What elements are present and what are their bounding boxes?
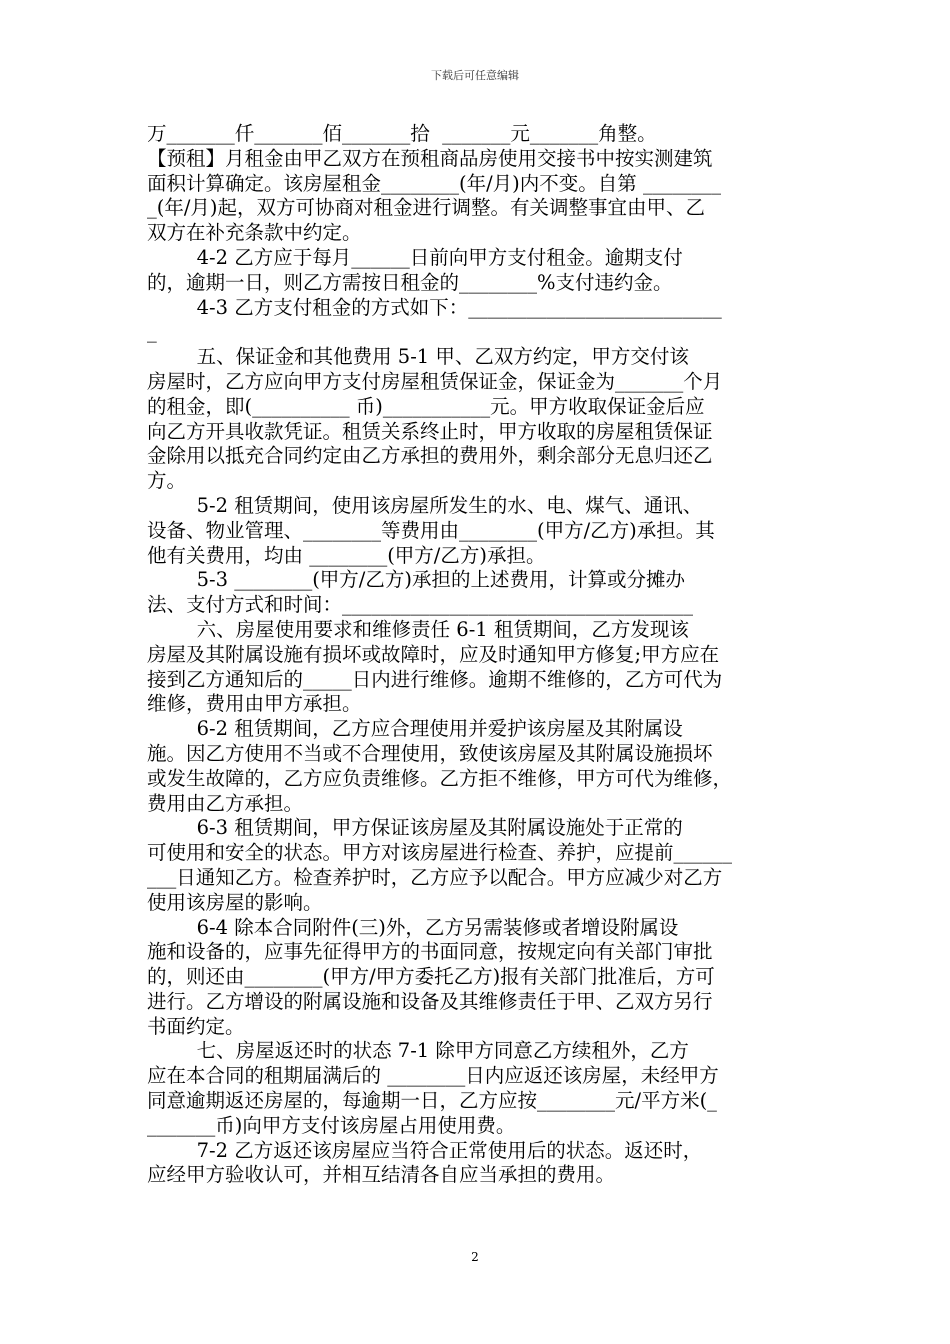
text-line: 法、支付方式和时间：____________________________________ — [147, 593, 694, 617]
text-line: 七、房屋返还时的状态 7-1 除甲方同意乙方续租外，乙方 — [147, 1039, 689, 1063]
text-line: 向乙方开具收款凭证。租赁关系终止时，甲方收取的房屋租赁保证 — [147, 419, 713, 443]
text-line: 6-2 租赁期间，乙方应合理使用并爱护该房屋及其附属设 — [147, 717, 683, 741]
page-header: 下载后可任意编辑 — [431, 69, 519, 82]
text-line: 的，逾期一日，则乙方需按日租金的________%支付违约金。 — [147, 270, 673, 294]
text-line: 书面约定。 — [147, 1014, 245, 1038]
text-line: 的租金，即(__________ 币)___________元。甲方收取保证金后应 — [147, 394, 705, 418]
text-line: 【预租】月租金由甲乙双方在预租商品房使用交接书中按实测建筑 — [147, 146, 713, 170]
text-line: 6-4 除本合同附件(三)外，乙方另需装修或者增设附属设 — [147, 915, 679, 939]
text-line: 房屋及其附属设施有损坏或故障时，应及时通知甲方修复;甲方应在 — [147, 642, 720, 666]
text-line: 的，则还由________(甲方/甲方委托乙方)报有关部门批准后，方可 — [147, 965, 715, 989]
text-line: 方。 — [147, 469, 187, 493]
text-line: 施和设备的，应事先征得甲方的书面同意，按规定向有关部门审批 — [147, 940, 713, 964]
text-line: 六、房屋使用要求和维修责任 6-1 租赁期间，乙方发现该 — [147, 617, 689, 641]
text-line: 5-3 ________(甲方/乙方)承担的上述费用，计算或分摊办 — [147, 568, 685, 592]
text-line: 施。因乙方使用不当或不合理使用，致使该房屋及其附属设施损坏 — [147, 741, 713, 765]
text-line: 房屋时，乙方应向甲方支付房屋租赁保证金，保证金为_______个月 — [147, 369, 723, 393]
text-line: 双方在补充条款中约定。 — [147, 221, 362, 245]
text-line: 4-3 乙方支付租金的方式如下：__________________________ — [147, 295, 722, 319]
text-line: 同意逾期返还房屋的，每逾期一日，乙方应按________元/平方米(_ — [147, 1089, 717, 1113]
text-line: 进行。乙方增设的附属设施和设备及其维修责任于甲、乙双方另行 — [147, 989, 713, 1013]
page-number: 2 — [471, 1250, 479, 1264]
text-line: 4-2 乙方应于每月______日前向甲方支付租金。逾期支付 — [147, 245, 683, 269]
text-line: 万_______仟_______佰_______拾 _______元_______角整。 — [147, 122, 657, 145]
text-line: _______币)向甲方支付该房屋占用使用费。 — [147, 1113, 516, 1137]
text-line: 或发生故障的，乙方应负责维修。乙方拒不维修，甲方可代为维修， — [147, 766, 733, 790]
text-line: 设备、物业管理、________等费用由________(甲方/乙方)承担。其 — [147, 518, 715, 542]
text-line: 应经甲方验收认可，并相互结清各自应当承担的费用。 — [147, 1163, 616, 1187]
text-line: 维修，费用由甲方承担。 — [147, 692, 362, 716]
text-line: 接到乙方通知后的_____日内进行维修。逾期不维修的，乙方可代为 — [147, 667, 723, 691]
text-line: 6-3 租赁期间，甲方保证该房屋及其附属设施处于正常的 — [147, 816, 683, 840]
text-line: 费用由乙方承担。 — [147, 791, 304, 815]
text-line: 应在本合同的租期届满后的 ________日内应返还该房屋，未经甲方 — [147, 1064, 719, 1088]
text-line: 使用该房屋的影响。 — [147, 890, 323, 914]
text-line: ___日通知乙方。检查养护时，乙方应予以配合。甲方应减少对乙方 — [147, 865, 723, 889]
text-line: 金除用以抵充合同约定由乙方承担的费用外，剩余部分无息归还乙 — [147, 444, 713, 468]
text-line: _(年/月)起，双方可协商对租金进行调整。有关调整事宜由甲、乙 — [147, 196, 706, 220]
text-line: 他有关费用，均由 ________(甲方/乙方)承担。 — [147, 543, 546, 567]
text-line: _ — [147, 320, 157, 344]
text-line: 5-2 租赁期间，使用该房屋所发生的水、电、煤气、通讯、 — [147, 493, 703, 517]
text-line: 可使用和安全的状态。甲方对该房屋进行检查、养护，应提前______ — [147, 841, 733, 865]
text-line: 五、保证金和其他费用 5-1 甲、乙双方约定，甲方交付该 — [147, 345, 689, 369]
document-body — [147, 122, 807, 1188]
text-line: 面积计算确定。该房屋租金________(年/月)内不变。自第 ________ — [147, 171, 721, 195]
text-line: 7-2 乙方返还该房屋应当符合正常使用后的状态。返还时， — [147, 1138, 703, 1162]
